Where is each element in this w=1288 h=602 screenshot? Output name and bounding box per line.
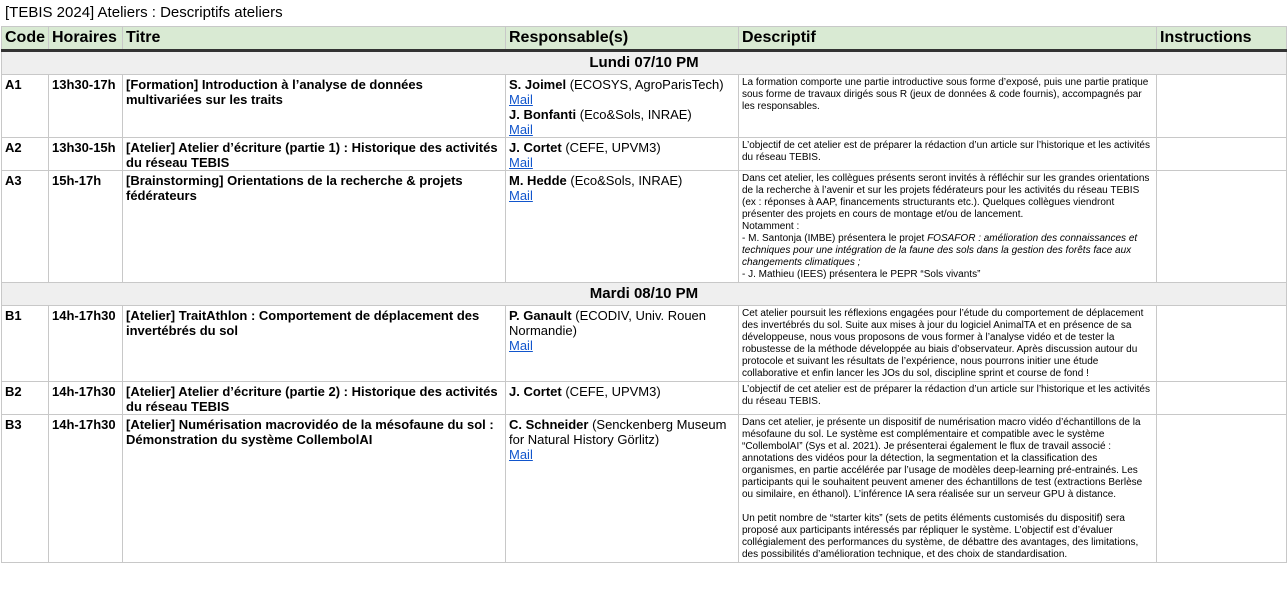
- day-row: [2, 283, 1287, 306]
- table-row: [2, 138, 1287, 171]
- descriptif-cell: La formation comporte une partie introductive sous forme d’exposé, puis une partie pratique sous forme de travaux dirigés sous R (jeux de données & code fournis), accompagnés par les responsables.: [739, 75, 1157, 138]
- responsable-name: J. Cortet: [509, 384, 562, 399]
- header-row: [2, 27, 1287, 51]
- title-cell: [Brainstorming] Orientations de la recherche & projets fédérateurs: [123, 171, 506, 283]
- table-row: [2, 382, 1287, 415]
- responsable-cell: [506, 382, 739, 415]
- mail-link[interactable]: Mail: [509, 155, 533, 170]
- day-label: Lundi 07/10 PM: [2, 51, 1287, 75]
- header-instructions: Instructions: [1157, 27, 1287, 51]
- responsable-name: P. Ganault: [509, 308, 572, 323]
- responsable-org: (CEFE, UPVM3): [561, 384, 661, 399]
- code-cell: B1: [2, 306, 49, 382]
- instructions-cell: [1157, 415, 1287, 563]
- responsable-cell: [506, 306, 739, 382]
- instructions-cell: [1157, 75, 1287, 138]
- day-label: Mardi 08/10 PM: [2, 283, 1287, 306]
- descriptif-cell: [739, 415, 1157, 563]
- descriptif-cell: [739, 171, 1157, 283]
- code-cell: A3: [2, 171, 49, 283]
- header-code: Code: [2, 27, 49, 51]
- table-row: [2, 171, 1287, 283]
- mail-link[interactable]: Mail: [509, 338, 533, 353]
- instructions-cell: [1157, 138, 1287, 171]
- descriptif-item-text: - M. Santonja (IMBE) présentera le projet: [742, 233, 928, 244]
- time-cell: 14h-17h30: [49, 306, 123, 382]
- responsable-org: (ECODIV, Univ. Rouen Normandie): [509, 308, 707, 338]
- page-title: [TEBIS 2024] Ateliers : Descriptifs ateliers: [5, 4, 283, 21]
- responsable-org: (Eco&Sols, INRAE): [566, 173, 683, 188]
- code-cell: B2: [2, 382, 49, 415]
- descriptif-cell: L’objectif de cet atelier est de préparer la rédaction d’un article sur l’historique et les activités du réseau TEBIS.: [739, 138, 1157, 171]
- time-cell: 13h30-15h: [49, 138, 123, 171]
- title-cell: [Atelier] TraitAthlon : Comportement de déplacement des invertébrés du sol: [123, 306, 506, 382]
- responsable-cell: [506, 138, 739, 171]
- responsable-name: J. Bonfanti: [509, 107, 577, 122]
- code-cell: A1: [2, 75, 49, 138]
- table-row: [2, 306, 1287, 382]
- day-row: [2, 51, 1287, 75]
- ateliers-table: [1, 26, 1287, 563]
- title-cell: [Formation] Introduction à l’analyse de données multivariées sur les traits: [123, 75, 506, 138]
- table-row: [2, 415, 1287, 563]
- descriptif-text: Dans cet atelier, je présente un dispositif de numérisation macro vidéo d’échantillons de la mésofaune du sol. Le système est complémentaire et compatible avec le système “CollembolAI” (Sys et al. 2021). Je présenterai également le flux de travail associé : annotations des vidéos pour la détection, la segmentation et la classification des organismes, en partie accélérée par l’usage de modèles deep-learning pré-entrainés. Les participants qui le souhaitent peuvent amener des échantillons de test (extractions Berlèse ou similaire, en éthanol). L’inférence IA sera réalisée sur un serveur GPU à distance.: [742, 417, 1143, 500]
- time-cell: 13h30-17h: [49, 75, 123, 138]
- responsable-name: J. Cortet: [509, 140, 562, 155]
- responsable-name: M. Hedde: [509, 173, 567, 188]
- paragraph-spacer: [742, 501, 1153, 513]
- mail-link[interactable]: Mail: [509, 188, 533, 203]
- responsable-org: (ECOSYS, AgroParisTech): [566, 77, 724, 92]
- time-cell: 14h-17h30: [49, 382, 123, 415]
- header-horaires: Horaires: [49, 27, 123, 51]
- descriptif-item: [742, 233, 1153, 269]
- mail-link[interactable]: Mail: [509, 92, 533, 107]
- instructions-cell: [1157, 171, 1287, 283]
- time-cell: 14h-17h30: [49, 415, 123, 563]
- descriptif-notamment: Notamment :: [742, 221, 800, 232]
- responsable-org: (CEFE, UPVM3): [561, 140, 661, 155]
- descriptif-text: Un petit nombre de “starter kits” (sets de petits éléments customisés du dispositif) sera proposé aux participants intéressés par répliquer le système. L’objectif est d’évaluer collégialement des performances du système, de débattre des avantages, des limitations, des possibilités d’amélioration technique, et des choix de standardisation.: [742, 513, 1139, 560]
- title-cell: [Atelier] Atelier d’écriture (partie 2) : Historique des activités du réseau TEBIS: [123, 382, 506, 415]
- table-row: [2, 75, 1287, 138]
- code-cell: B3: [2, 415, 49, 563]
- descriptif-item-project: FOSAFOR : amélioration des connaissances et techniques pour une intégration de la faune des sols dans la gestion des forêts face aux changements climatiques ;: [742, 233, 1138, 268]
- responsable-name: S. Joimel: [509, 77, 567, 92]
- code-cell: A2: [2, 138, 49, 171]
- header-responsables: Responsable(s): [506, 27, 739, 51]
- responsable-cell: [506, 415, 739, 563]
- responsable-cell: [506, 75, 739, 138]
- responsable-name: C. Schneider: [509, 417, 589, 432]
- instructions-cell: [1157, 382, 1287, 415]
- responsable-org: (Eco&Sols, INRAE): [576, 107, 692, 122]
- descriptif-cell: Cet atelier poursuit les réflexions engagées pour l’étude du comportement de déplacement des invertébrés du sol. Suite aux mises à jour du logiciel AnimalTA et en présence de sa développeuse, nous vous proposons de vous former à l’analyse vidéo et de tester la robustesse de la méthode développée au biais d’observateur. Après discussion autour du protocole et suivant les résultats de l’expérience, nous pourrons initier une étude collaborative et enfin lancer les JOs du sol, discipline sprint et course de fond !: [739, 306, 1157, 382]
- responsable-cell: [506, 171, 739, 283]
- mail-link[interactable]: Mail: [509, 447, 533, 462]
- time-cell: 15h-17h: [49, 171, 123, 283]
- descriptif-text: Dans cet atelier, les collègues présents seront invités à réfléchir sur les grandes orientations de la recherche à l’avenir et sur les projets fédérateurs pour les activités du réseau TEBIS (ex : réponses à AAP, financements structurants etc.). Quelques collègues viendront présenter des projets en cours de montage et/ou de lancement.: [742, 173, 1150, 220]
- mail-link[interactable]: Mail: [509, 122, 533, 137]
- title-cell: [Atelier] Numérisation macrovidéo de la mésofaune du sol : Démonstration du système CollembolAI: [123, 415, 506, 563]
- header-descriptif: Descriptif: [739, 27, 1157, 51]
- title-cell: [Atelier] Atelier d’écriture (partie 1) : Historique des activités du réseau TEBIS: [123, 138, 506, 171]
- header-titre: Titre: [123, 27, 506, 51]
- descriptif-cell: L’objectif de cet atelier est de préparer la rédaction d’un article sur l’historique et les activités du réseau TEBIS.: [739, 382, 1157, 415]
- instructions-cell: [1157, 306, 1287, 382]
- responsable-org: (Senckenberg Museum for Natural History Görlitz): [509, 417, 727, 447]
- descriptif-item: - J. Mathieu (IEES) présentera le PEPR “Sols vivants”: [742, 269, 981, 280]
